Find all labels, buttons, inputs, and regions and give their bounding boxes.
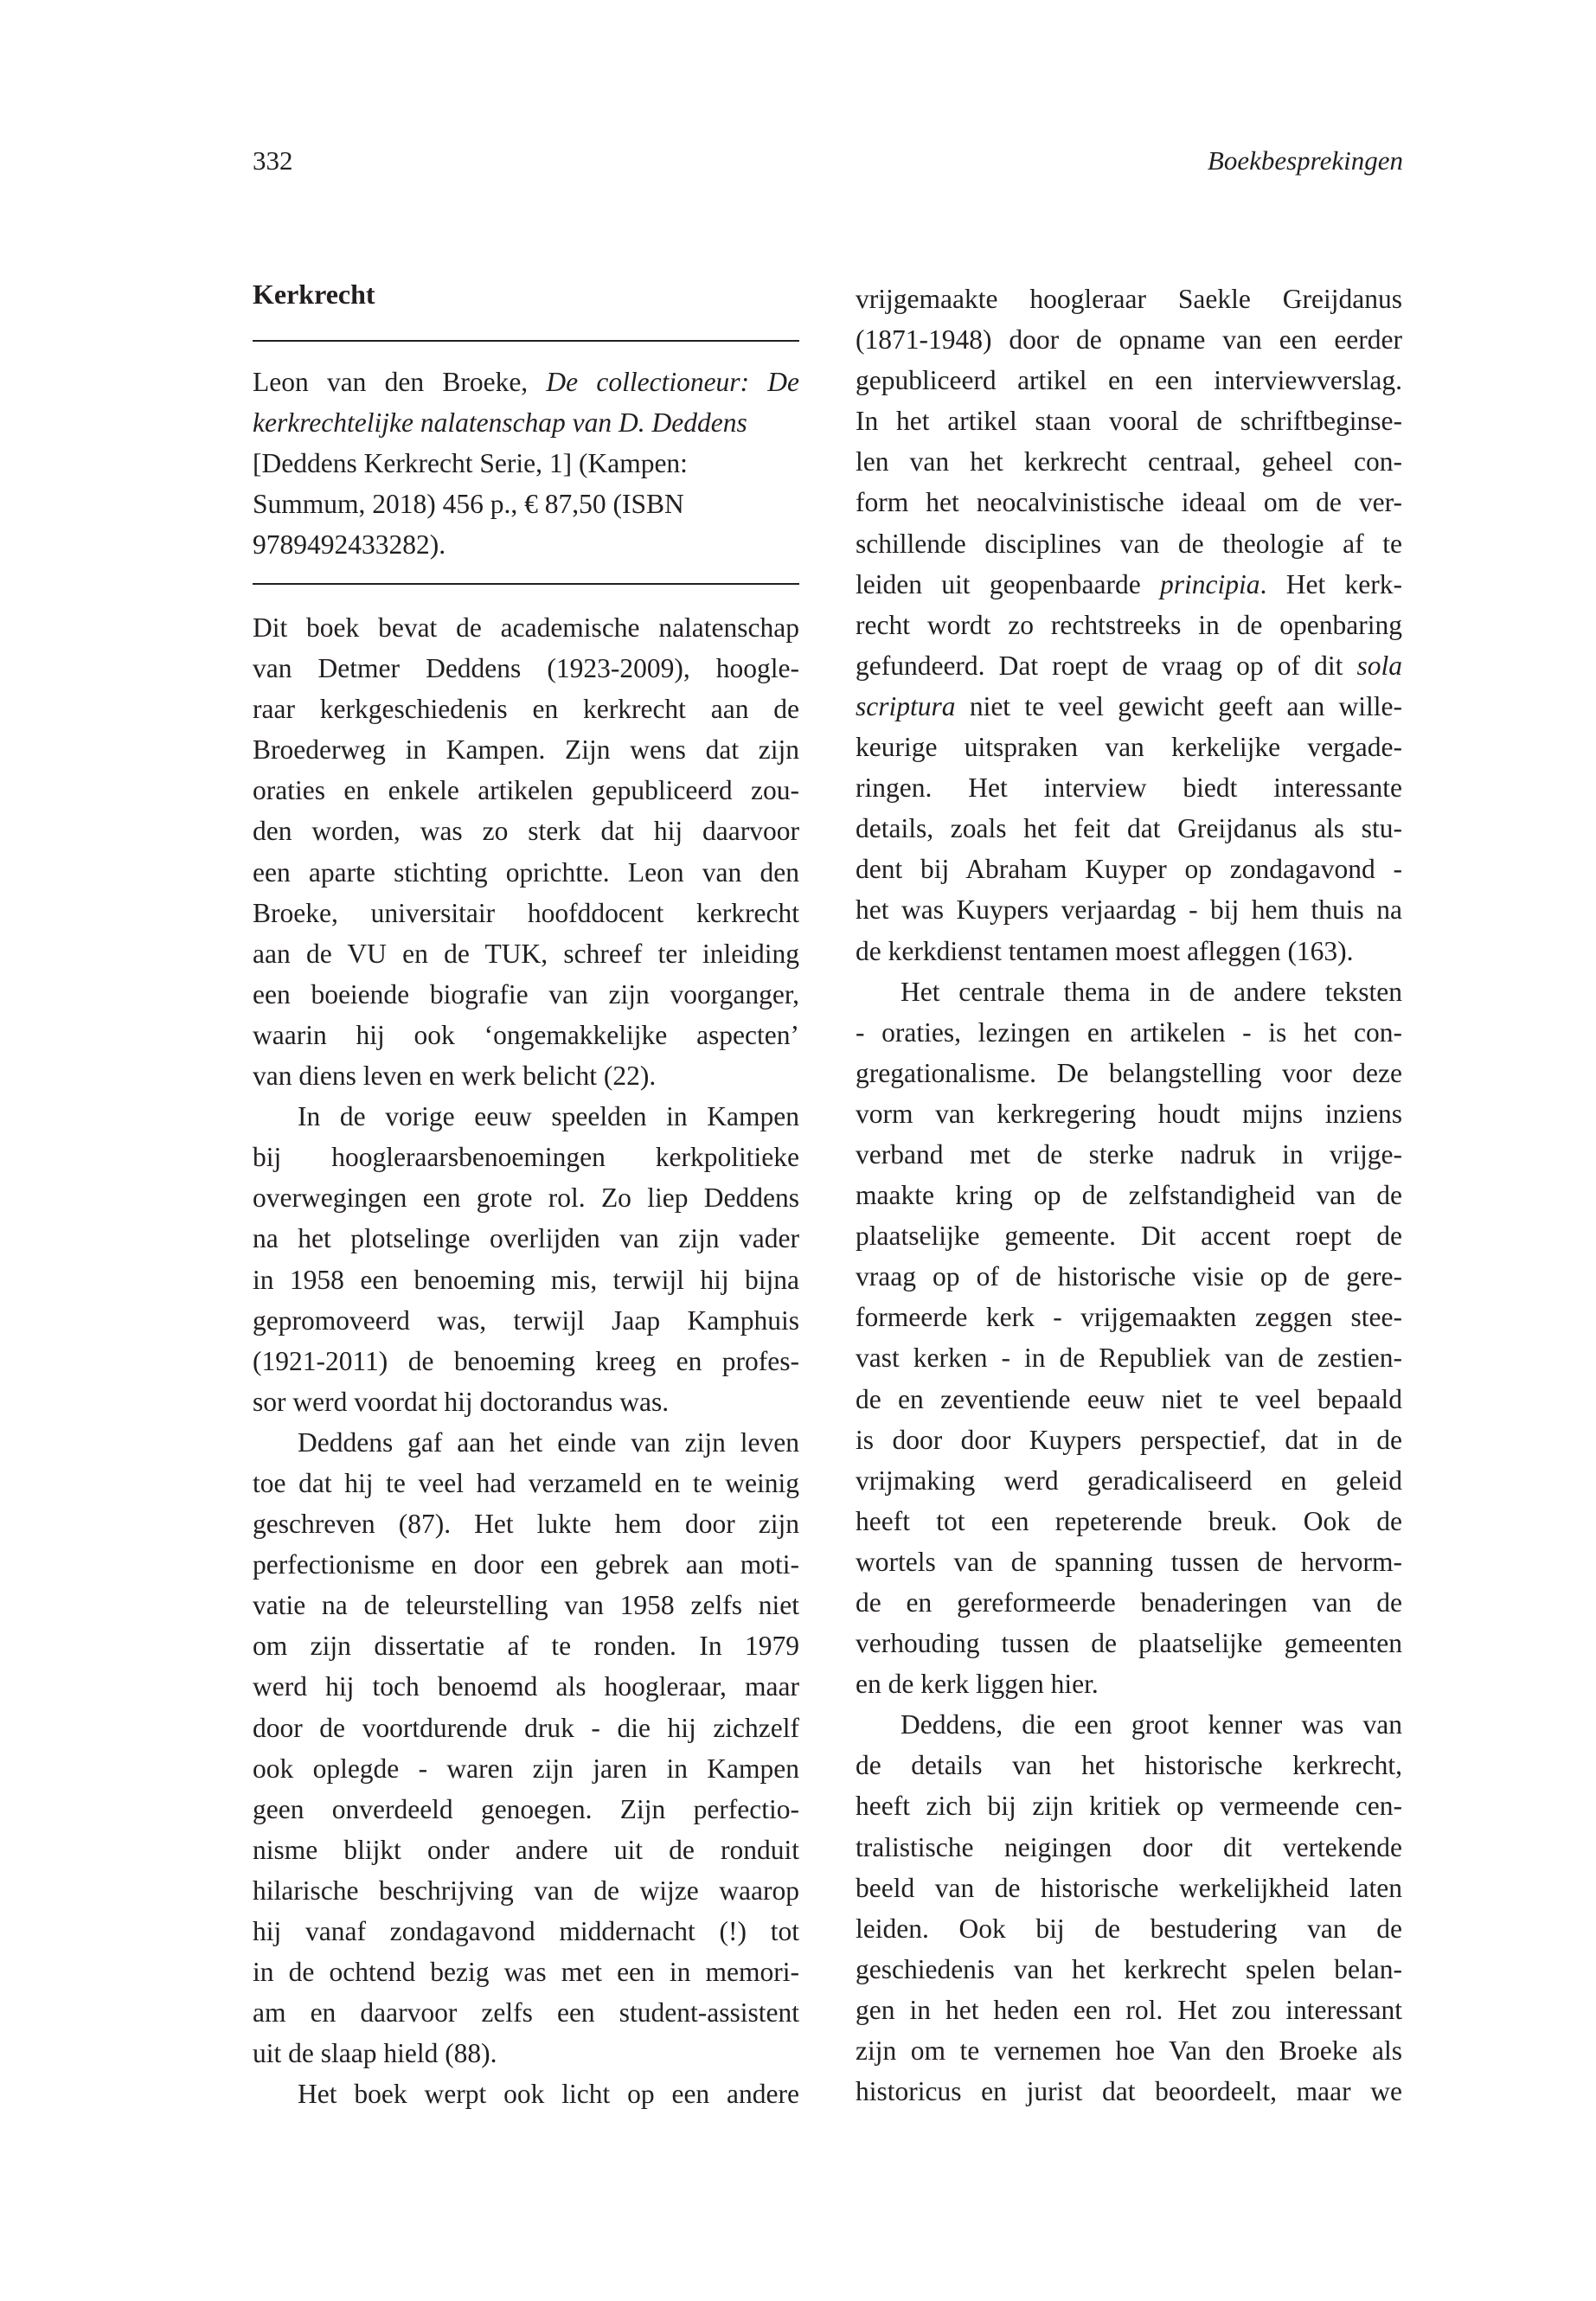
text-segment: vatie na de teleurstelling van 1958 zelfs niet (253, 1590, 799, 1621)
text-segment: en de kerk liggen hier. (856, 1669, 1099, 1700)
text-segment: form het neocalvinistische ideaal om de ver- (856, 487, 1402, 518)
text-line (856, 1582, 1402, 1623)
text-line (856, 279, 1402, 319)
text-line (253, 2033, 799, 2073)
text-line (856, 1175, 1402, 1215)
text-line (253, 1870, 799, 1911)
running-title: Boekbesprekingen (1207, 145, 1403, 176)
text-segment: raar kerkgeschiedenis en kerkrecht aan de (253, 694, 799, 725)
left-column-text (253, 607, 799, 2114)
text-segment: de details van het historische kerkrecht, (856, 1750, 1402, 1781)
italic-text: De collectioneur: De (546, 367, 800, 397)
text-segment: heeft tot een repeterende breuk. Ook de (856, 1505, 1402, 1536)
text-segment: overwegingen een grote rol. Zo liep Deddens (253, 1183, 799, 1214)
text-segment: na het plotselinge overlijden van zijn vader (253, 1223, 799, 1254)
text-line (856, 1827, 1402, 1868)
text-line (856, 1420, 1402, 1460)
section-title: Kerkrecht (253, 279, 375, 310)
text-segment: heeft zich bij zijn kritiek op vermeende cen- (856, 1791, 1402, 1822)
text-segment: tralistische neigingen door dit vertekende (856, 1831, 1402, 1862)
text-segment: een aparte stichting oprichtte. Leon van den (253, 856, 799, 888)
right-column-text (856, 279, 1402, 2112)
text-line (856, 1623, 1402, 1663)
text-line (856, 401, 1402, 441)
text-segment: is door door Kuypers perspectief, dat in de (856, 1424, 1402, 1455)
text-line (253, 770, 799, 811)
text-line (253, 1259, 799, 1300)
text-segment: dent bij Abraham Kuyper op zondagavond - (856, 854, 1402, 885)
text-line (253, 443, 799, 484)
text-line (856, 1868, 1402, 1908)
text-line (253, 729, 799, 770)
text-segment: gefundeerd. Dat roept de vraag op of dit (856, 650, 1357, 681)
text-line (856, 1053, 1402, 1093)
text-segment: zijn om te vernemen hoe Van den Broeke als (856, 2035, 1402, 2067)
text-line (253, 1911, 799, 1952)
text-line (253, 1055, 799, 1096)
text-segment: oraties en enkele artikelen gepubliceerd zou- (253, 775, 799, 806)
text-line (253, 689, 799, 729)
text-segment: geschreven (87). Het lukte hem door zijn (253, 1509, 799, 1540)
text-line (856, 482, 1402, 522)
text-line (856, 889, 1402, 930)
text-segment: Deddens gaf aan het einde van zijn leven (298, 1426, 799, 1458)
text-line (856, 1379, 1402, 1420)
text-segment: In de vorige eeuw speelden in Kampen (298, 1101, 799, 1132)
text-segment: hilarische beschrijving van de wijze waarop (253, 1875, 799, 1906)
text-segment: gepubliceerd artikel en een interviewverslag. (856, 365, 1402, 396)
text-line (253, 1992, 799, 2033)
text-line (856, 1134, 1402, 1175)
text-segment: gen in het heden een rol. Het zou interessant (856, 1994, 1402, 2025)
text-line (253, 1625, 799, 1666)
text-segment: van Detmer Deddens (1923-2009), hoogle- (253, 653, 799, 684)
text-line (253, 1015, 799, 1055)
text-segment: vrijgemaakte hoogleraar Saekle Greijdanus (856, 284, 1402, 314)
text-line (856, 605, 1402, 645)
text-line (856, 1908, 1402, 1949)
text-line (253, 1300, 799, 1341)
text-line (253, 362, 799, 402)
text-line (856, 1785, 1402, 1826)
text-segment: sor werd voordat hij doctorandus was. (253, 1386, 670, 1417)
text-segment: aan de VU en de TUK, schreef ter inleiding (253, 938, 799, 969)
text-segment: 9789492433282). (253, 529, 446, 561)
text-line (856, 1337, 1402, 1378)
text-segment: Broederweg in Kampen. Zijn wens dat zijn (253, 734, 799, 766)
text-segment: vrijmaking werd geradicaliseerd en geleid (856, 1465, 1402, 1496)
text-line (253, 1952, 799, 1992)
text-line (856, 1256, 1402, 1297)
text-line (253, 1503, 799, 1544)
text-segment: geen onverdeeld genoegen. Zijn perfectio- (253, 1793, 799, 1824)
text-segment: Leon van den Broeke, (253, 367, 547, 397)
text-line (253, 1789, 799, 1830)
text-line (253, 607, 799, 648)
text-line (856, 686, 1402, 727)
text-line (856, 767, 1402, 808)
text-line (856, 1501, 1402, 1541)
text-segment: uit de slaap hield (88). (253, 2038, 497, 2069)
text-line (253, 1463, 799, 1503)
text-segment: Het boek werpt ook licht op een andere (298, 2079, 799, 2110)
text-segment: verhouding tussen de plaatselijke gemeenten (856, 1628, 1402, 1659)
text-segment: vraag op of de historische visie op de gere- (856, 1261, 1402, 1292)
text-line (856, 1012, 1402, 1053)
text-segment: het was Kuypers verjaardag - bij hem thuis na (856, 894, 1402, 926)
italic-text: scriptura (856, 690, 956, 721)
text-segment: verband met de sterke nadruk in vrijge- (856, 1138, 1402, 1170)
text-segment: om zijn dissertatie af te ronden. In 1979 (253, 1631, 799, 1662)
text-line (856, 360, 1402, 401)
text-segment: werd hij toch benoemd als hoogleraar, maar (253, 1671, 799, 1702)
text-line (856, 523, 1402, 564)
page-number: 332 (253, 145, 293, 176)
text-segment: een boeiende biografie van zijn voorganger, (253, 978, 799, 1009)
text-line (856, 1745, 1402, 1785)
text-segment: len van het kerkrecht centraal, geheel con- (856, 446, 1402, 478)
text-segment: de kerkdienst tentamen moest afleggen (163). (856, 935, 1354, 966)
text-line (253, 648, 799, 689)
text-line (253, 1544, 799, 1585)
text-segment: ook oplegde - waren zijn jaren in Kampen (253, 1753, 799, 1784)
text-segment: keurige uitspraken van kerkelijke vergade- (856, 732, 1402, 763)
text-segment: plaatselijke gemeente. Dit accent roept de (856, 1221, 1402, 1252)
text-line (856, 2030, 1402, 2071)
text-line (856, 931, 1402, 971)
text-line (253, 1341, 799, 1381)
text-segment: In het artikel staan vooral de schriftbeginse- (856, 406, 1402, 437)
text-segment: (1871-1948) door de opname van een eerder (856, 324, 1402, 356)
divider-bottom (253, 583, 799, 585)
text-segment: (1921-2011) de benoeming kreeg en profes- (253, 1345, 799, 1376)
text-segment: Broeke, universitair hoofddocent kerkrecht (253, 897, 799, 928)
text-segment: beeld van de historische werkelijkheid laten (856, 1872, 1402, 1903)
text-segment: hij vanaf zondagavond middernacht (!) tot (253, 1916, 799, 1946)
text-segment: in 1958 een benoeming mis, terwijl hij bijna (253, 1264, 799, 1295)
text-line (856, 1093, 1402, 1134)
text-segment: in de ochtend bezig was met een in memori- (253, 1957, 799, 1988)
text-segment: waarin hij ook ‘ongemakkelijke aspecten’ (253, 1019, 799, 1050)
text-segment: door de voortdurende druk - die hij zichzelf (253, 1712, 799, 1743)
text-segment: - oraties, lezingen en artikelen - is het con- (856, 1016, 1402, 1048)
italic-text: sola (1356, 650, 1402, 681)
text-segment: Summum, 2018) 456 p., € 87,50 (ISBN (253, 489, 684, 520)
text-line (856, 2071, 1402, 2112)
text-segment: details, zoals het feit dat Greijdanus als stu- (856, 813, 1402, 844)
text-line (253, 1748, 799, 1789)
text-line (856, 1215, 1402, 1256)
text-line (253, 1137, 799, 1177)
text-segment: maakte kring op de zelfstandigheid van de (856, 1180, 1402, 1211)
text-line (856, 645, 1402, 686)
text-line (856, 1541, 1402, 1582)
text-line (856, 564, 1402, 605)
text-line (253, 852, 799, 893)
italic-text: principia (1160, 568, 1260, 599)
text-line (253, 402, 799, 443)
text-line (253, 1830, 799, 1870)
text-line (856, 1663, 1402, 1704)
text-line (253, 1381, 799, 1422)
text-line (253, 1666, 799, 1707)
text-segment: . Het kerk- (1259, 568, 1402, 599)
text-segment: wortels van de spanning tussen de hervorm- (856, 1546, 1402, 1577)
divider-top (253, 340, 799, 342)
text-line (856, 1297, 1402, 1337)
text-line (856, 727, 1402, 767)
text-segment: leiden. Ook bij de bestudering van de (856, 1913, 1402, 1944)
text-segment: leiden uit geopenbaarde (856, 568, 1161, 599)
text-segment: historicus en jurist dat beoordeelt, maar we (856, 2076, 1402, 2107)
text-segment: ringen. Het interview biedt interessante (856, 772, 1402, 804)
text-line (253, 811, 799, 851)
text-segment: am en daarvoor zelfs een student-assistent (253, 1997, 799, 2029)
text-segment: Dit boek bevat de academische nalatenschap (253, 612, 799, 643)
text-line (253, 1218, 799, 1259)
text-line (253, 1177, 799, 1218)
text-segment: gregationalisme. De belangstelling voor deze (856, 1057, 1402, 1088)
text-segment: recht wordt zo rechtstreeks in de openbaring (856, 609, 1402, 640)
text-segment: perfectionisme en door een gebrek aan moti- (253, 1549, 799, 1580)
text-segment: Het centrale thema in de andere teksten (901, 976, 1402, 1007)
text-segment: niet te veel gewicht geeft aan wille- (955, 690, 1402, 721)
text-segment: toe dat hij te veel had verzameld en te weinig (253, 1467, 799, 1498)
text-line (856, 808, 1402, 849)
text-line (253, 974, 799, 1015)
text-segment: bij hoogleraarsbenoemingen kerkpolitieke (253, 1142, 799, 1173)
text-line (856, 441, 1402, 482)
text-line (253, 1708, 799, 1748)
text-segment: nisme blijkt onder andere uit de ronduit (253, 1834, 799, 1865)
text-line (253, 484, 799, 524)
text-line (856, 1704, 1402, 1745)
text-line (253, 1096, 799, 1137)
text-line (856, 971, 1402, 1012)
text-line (253, 1585, 799, 1625)
italic-text: kerkrechtelijke nalatenschap van D. Deddens (253, 407, 747, 439)
text-segment: geschiedenis van het kerkrecht spelen belan- (856, 1953, 1402, 1984)
text-segment: van diens leven en werk belicht (22). (253, 1061, 657, 1092)
text-segment: gepromoveerd was, terwijl Jaap Kamphuis (253, 1304, 799, 1336)
text-segment: formeerde kerk - vrijgemaakten zeggen stee- (856, 1302, 1402, 1333)
text-line (856, 1460, 1402, 1501)
text-line (253, 893, 799, 933)
book-reference (253, 362, 799, 565)
text-line (253, 1422, 799, 1463)
text-line (856, 849, 1402, 889)
text-segment: vorm van kerkregering houdt mijns inziens (856, 1098, 1402, 1129)
text-line (253, 2073, 799, 2114)
text-segment: Deddens, die een groot kenner was van (901, 1709, 1402, 1740)
text-segment: schillende disciplines van de theologie af te (856, 528, 1402, 559)
text-segment: vast kerken - in de Republiek van de zestien- (856, 1343, 1402, 1374)
text-segment: de en gereformeerde benaderingen van de (856, 1587, 1402, 1618)
text-line (253, 933, 799, 974)
text-segment: den worden, was zo sterk dat hij daarvoor (253, 816, 799, 847)
text-segment: de en zeventiende eeuw niet te veel bepaald (856, 1383, 1402, 1414)
text-line (856, 1990, 1402, 2030)
text-line (856, 1949, 1402, 1990)
text-segment: [Deddens Kerkrecht Serie, 1] (Kampen: (253, 448, 688, 479)
text-line (253, 524, 799, 565)
text-line (856, 319, 1402, 360)
